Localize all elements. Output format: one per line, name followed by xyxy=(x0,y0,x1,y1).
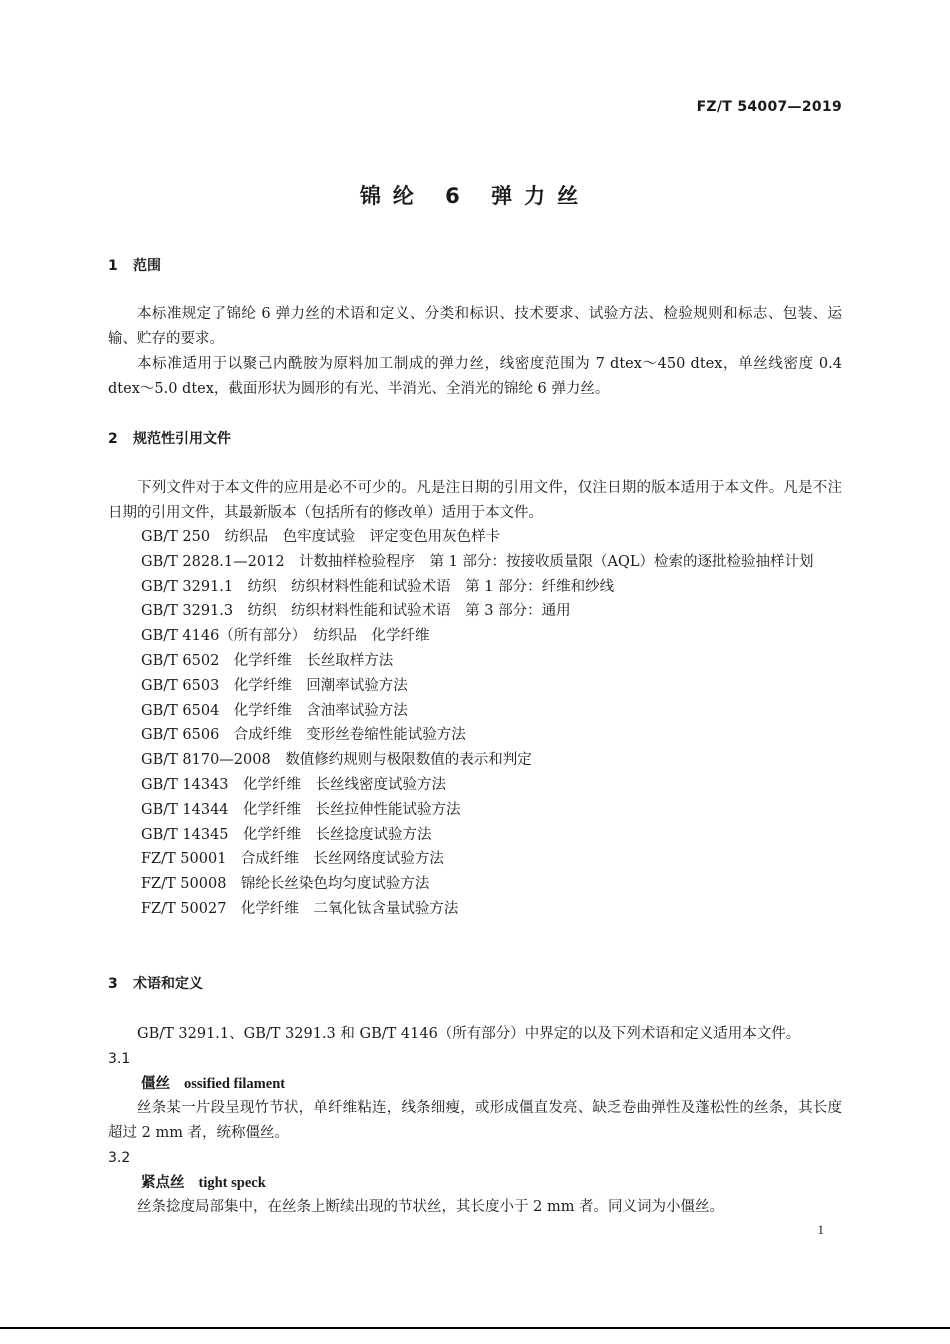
term-number: 3.1 xyxy=(108,1051,131,1067)
term-heading xyxy=(141,1173,266,1193)
section-number: 3 xyxy=(108,976,118,992)
term-number: 3.2 xyxy=(108,1150,131,1166)
scope-paragraph-2: 本标准适用于以聚己内酰胺为原料加工制成的弹力丝，线密度范围为 7 dtex～450 dtex，单丝线密度 0.4 dtex～5.0 dtex，截面形状为圆形的有光、半消光、全消光的锦纶 6 弹力丝。 xyxy=(108,356,842,397)
reference-item: GB/T 6503 化学纤维 回潮率试验方法 xyxy=(141,677,408,694)
reference-item: GB/T 2828.1—2012 计数抽样检验程序 第 1 部分：按接收质量限（AQL）检索的逐批检验抽样计划 xyxy=(141,553,814,570)
reference-item: GB/T 14344 化学纤维 长丝拉伸性能试验方法 xyxy=(141,801,461,818)
section-1-heading xyxy=(108,256,161,276)
section-title: 术语和定义 xyxy=(133,976,203,992)
reference-item: FZ/T 50008 锦纶长丝染色均匀度试验方法 xyxy=(141,876,430,893)
reference-item: GB/T 6506 合成纤维 变形丝卷缩性能试验方法 xyxy=(141,727,466,744)
term-en: tight speck xyxy=(198,1175,266,1191)
section-number: 2 xyxy=(108,431,118,447)
scope-paragraph-1: 本标准规定了锦纶 6 弹力丝的术语和定义、分类和标识、技术要求、试验方法、检验规则和标志、包装、运输、贮存的要求。 xyxy=(108,306,842,347)
term-definition: 丝条捻度局部集中，在丝条上断续出现的节状丝，其长度小于 2 mm 者。同义词为小僵丝。 xyxy=(137,1199,725,1215)
page-number: 1 xyxy=(817,1222,824,1237)
reference-item: GB/T 6502 化学纤维 长丝取样方法 xyxy=(141,652,394,669)
section-3-heading xyxy=(108,974,203,994)
reference-item: FZ/T 50001 合成纤维 长丝网络度试验方法 xyxy=(141,851,444,868)
reference-item: GB/T 14345 化学纤维 长丝捻度试验方法 xyxy=(141,826,432,843)
references-intro-paragraph: 下列文件对于本文件的应用是必不可少的。凡是注日期的引用文件，仅注日期的版本适用于本文件。凡是不注日期的引用文件，其最新版本（包括所有的修改单）适用于本文件。 xyxy=(108,480,842,521)
reference-item: GB/T 14343 化学纤维 长丝线密度试验方法 xyxy=(141,776,447,793)
section-title: 范围 xyxy=(133,258,161,274)
reference-item: GB/T 8170—2008 数值修约规则与极限数值的表示和判定 xyxy=(141,752,532,769)
reference-item: GB/T 3291.3 纺织 纺织材料性能和试验术语 第 3 部分：通用 xyxy=(141,603,571,620)
reference-item: GB/T 3291.1 纺织 纺织材料性能和试验术语 第 1 部分：纤维和纱线 xyxy=(141,578,615,595)
section-title: 规范性引用文件 xyxy=(133,431,231,447)
reference-list xyxy=(108,525,842,922)
bottom-rule xyxy=(0,1327,950,1329)
reference-item: GB/T 4146（所有部分） 纺织品 化学纤维 xyxy=(141,628,430,645)
document-title: 锦纶 6 弹力丝 xyxy=(359,184,591,208)
reference-item: GB/T 250 纺织品 色牢度试验 评定变色用灰色样卡 xyxy=(141,529,501,545)
section-number: 1 xyxy=(108,258,118,274)
terms-intro-paragraph: GB/T 3291.1、GB/T 3291.3 和 GB/T 4146（所有部分）中界定的以及下列术语和定义适用本文件。 xyxy=(137,1026,801,1042)
term-en: ossified filament xyxy=(184,1076,286,1092)
term-zh: 僵丝 xyxy=(141,1075,170,1092)
reference-item: FZ/T 50027 化学纤维 二氧化钛含量试验方法 xyxy=(141,900,459,917)
term-heading xyxy=(141,1074,285,1094)
standard-code: FZ/T 54007—2019 xyxy=(696,99,842,115)
term-definition: 丝条某一片段呈现竹节状，单纤维粘连，线条细瘦，或形成僵直发亮、缺乏卷曲弹性及蓬松性的丝条，其长度超过 2 mm 者，统称僵丝。 xyxy=(108,1100,842,1141)
term-zh: 紧点丝 xyxy=(141,1174,185,1191)
reference-item: GB/T 6504 化学纤维 含油率试验方法 xyxy=(141,702,408,719)
section-2-heading xyxy=(108,429,231,449)
